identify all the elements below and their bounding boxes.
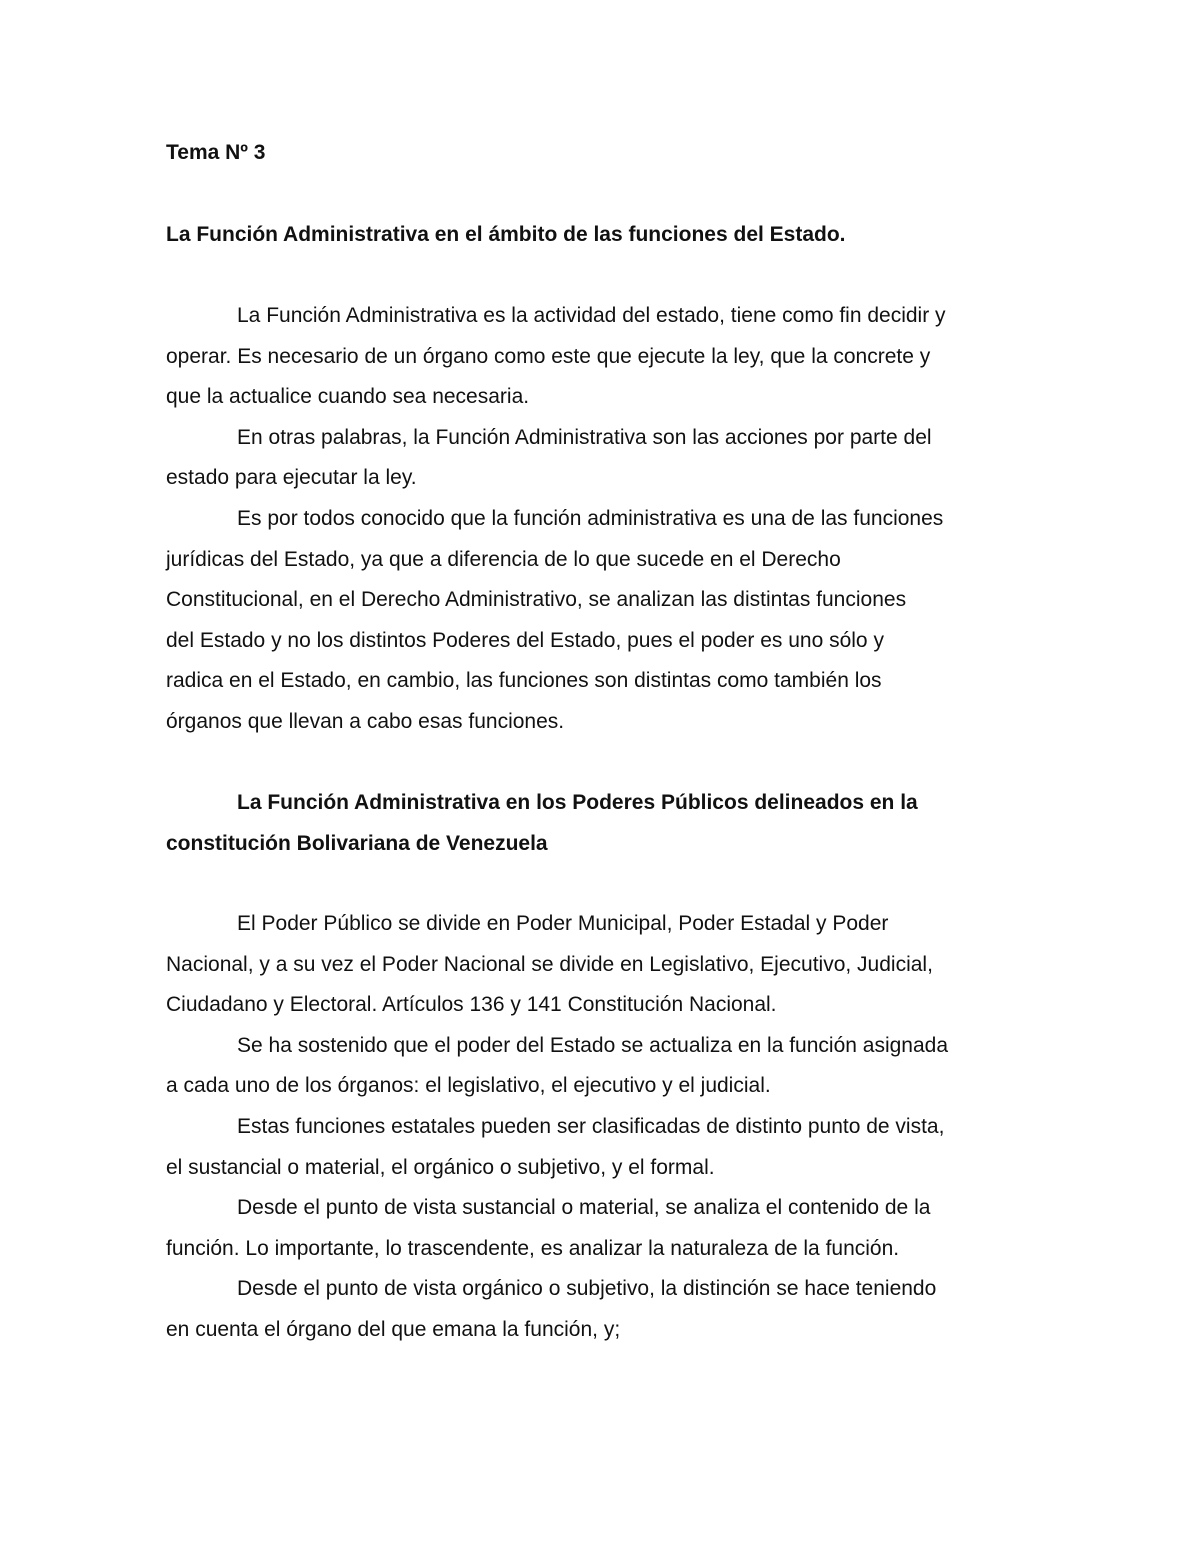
body-line: el sustancial o material, el orgánico o subjetivo, y el formal. [166,1155,715,1179]
body-line: Desde el punto de vista sustancial o material, se analiza el contenido de la [237,1196,931,1220]
section-1-body [166,296,1046,743]
section-2-body [166,904,1046,1351]
section-2-heading-line: constitución Bolivariana de Venezuela [166,831,548,855]
body-line: Se ha sostenido que el poder del Estado se actualiza en la función asignada [237,1033,949,1057]
body-line: en cuenta el órgano del que emana la función, y; [166,1317,621,1341]
body-line: En otras palabras, la Función Administrativa son las acciones por parte del [237,425,932,449]
body-line: Es por todos conocido que la función administrativa es una de las funciones [237,506,944,530]
body-line: radica en el Estado, en cambio, las funciones son distintas como también los [166,669,882,693]
topic-title [166,133,1046,174]
body-line: La Función Administrativa es la actividad del estado, tiene como fin decidir y [237,304,946,327]
body-line: Estas funciones estatales pueden ser clasificadas de distinto punto de vista, [237,1114,945,1138]
body-line: operar. Es necesario de un órgano como este que ejecute la ley, que la concrete y [166,344,931,368]
body-line: órganos que llevan a cabo esas funciones. [166,709,565,733]
body-line: función. Lo importante, lo trascendente, es analizar la naturaleza de la función. [166,1236,900,1260]
body-line: que la actualice cuando sea necesaria. [166,385,530,409]
body-line: Constitucional, en el Derecho Administrativo, se analizan las distintas funciones [166,588,907,612]
section-2-heading [166,783,1046,864]
body-line: del Estado y no los distintos Poderes del Estado, pues el poder es uno sólo y [166,628,884,652]
section-1-heading [166,215,1046,256]
body-line: jurídicas del Estado, ya que a diferencia de lo que sucede en el Derecho [166,547,841,571]
body-line: estado para ejecutar la ley. [166,466,417,490]
section-1-heading-text: La Función Administrativa en el ámbito de las funciones del Estado. [166,223,846,246]
body-line: El Poder Público se divide en Poder Municipal, Poder Estadal y Poder [237,912,889,935]
body-line: Nacional, y a su vez el Poder Nacional se divide en Legislativo, Ejecutivo, Judicial, [166,952,933,976]
topic-title-text: Tema Nº 3 [166,141,266,164]
section-2-heading-line: La Función Administrativa en los Poderes Públicos delineados en la [237,791,918,814]
body-line: Ciudadano y Electoral. Artículos 136 y 141 Constitución Nacional. [166,993,777,1017]
body-line: a cada uno de los órganos: el legislativo, el ejecutivo y el judicial. [166,1074,771,1098]
body-line: Desde el punto de vista orgánico o subjetivo, la distinción se hace teniendo [237,1277,937,1301]
